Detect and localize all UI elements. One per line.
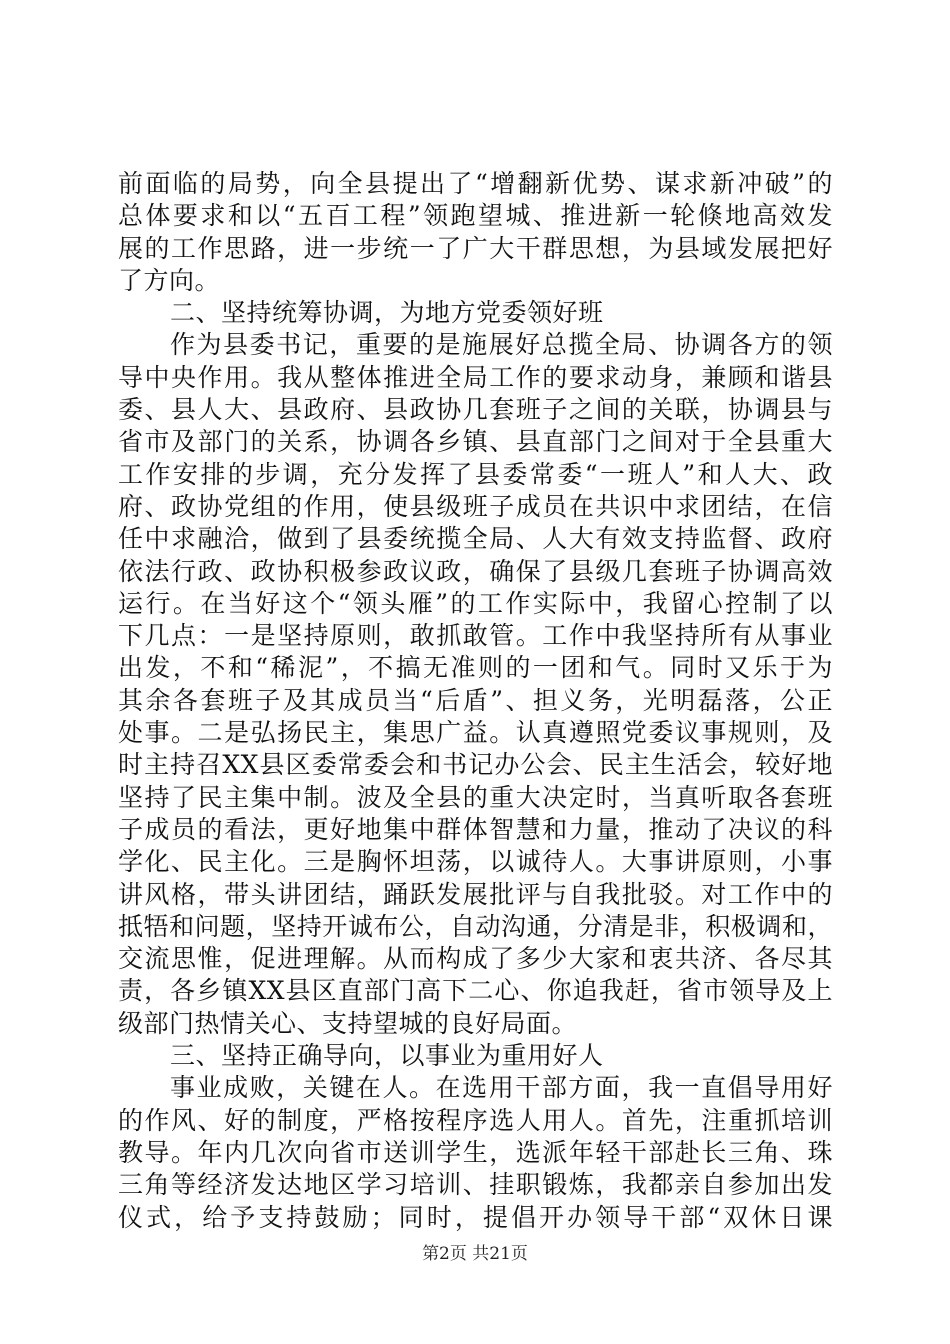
page-footer: 第2页 共21页 [422,1244,528,1264]
text-line: 处事。二是弘扬民主，集思广益。认真遵照党委议事规则，及 [118,718,833,748]
text-line: 省市及部门的关系，协调各乡镇、县直部门之间对于全县重大 [118,427,833,457]
text-line: 导中央作用。我从整体推进全局工作的要求动身，兼顾和谐县 [118,362,833,392]
text-line: 学化、民主化。三是胸怀坦荡，以诚待人。大事讲原则，小事 [118,847,833,877]
text-line: 出发，不和“稀泥”，不搞无准则的一团和气。同时又乐于为 [118,653,833,683]
text-line: 三角等经济发达地区学习培训、挂职锻炼，我都亲自参加出发 [118,1170,833,1200]
text-line: 总体要求和以“五百工程”领跑望城、推进新一轮倏地高效发 [118,201,833,231]
document-body [118,168,833,1234]
text-line: 其余各套班子及其成员当“后盾”、担义务，光明磊落，公正 [118,685,833,715]
text-line: 教导。年内几次向省市送训学生，选派年轻干部赴长三角、珠 [118,1137,833,1167]
text-line: 仪式，给予支持鼓励；同时，提倡开办领导干部“双休日课 [118,1202,833,1232]
text-line: 委、县人大、县政府、县政协几套班子之间的关联，协调县与 [118,395,833,425]
text-line: 作为县委书记，重要的是施展好总揽全局、协调各方的领 [170,330,833,360]
text-line: 坚持了民主集中制。波及全县的重大决定时，当真听取各套班 [118,782,833,812]
text-line: 责，各乡镇XX县区直部门高下二心、你追我赶，省市领导及上 [118,976,833,1006]
text-line: 依法行政、政协积极参政议政，确保了县级几套班子协调高效 [118,556,833,586]
text-line: 抵牾和问题，坚持开诚布公，自动沟通，分清是非，积极调和， [118,911,833,941]
text-line: 讲风格，带头讲团结，踊跃发展批评与自我批驳。对工作中的 [118,879,833,909]
text-line: 府、政协党组的作用，使县级班子成员在共识中求团结，在信 [118,491,833,521]
text-line: 运行。在当好这个“领头雁”的工作实际中，我留心控制了以 [118,588,833,618]
section-heading: 二、坚持统筹协调，为地方党委领好班 [170,298,604,328]
text-line: 的作风、好的制度，严格按程序选人用人。首先，注重抓培训 [118,1105,833,1135]
text-line: 工作安排的步调，充分发挥了县委常委“一班人”和人大、政 [118,459,833,489]
text-line: 任中求融洽，做到了县委统揽全局、人大有效支持监督、政府 [118,524,833,554]
text-line: 了方向。 [118,265,221,295]
text-line: 下几点：一是坚持原则，敢抓敢管。工作中我坚持所有从事业 [118,621,833,651]
text-line: 时主持召XX县区委常委会和书记办公会、民主生活会，较好地 [118,750,833,780]
text-line: 事业成败，关键在人。在选用干部方面，我一直倡导用好 [170,1073,833,1103]
text-line: 展的工作思路，进一步统一了广大干群思想，为县域发展把好 [118,233,833,263]
section-heading: 三、坚持正确导向，以事业为重用好人 [170,1041,604,1071]
text-line: 子成员的看法，更好地集中群体智慧和力量，推动了决议的科 [118,814,833,844]
text-line: 级部门热情关心、支持望城的良好局面。 [118,1008,578,1038]
text-line: 交流思惟，促进理解。从而构成了多少大家和衷共济、各尽其 [118,944,833,974]
text-line: 前面临的局势，向全县提出了“增翻新优势、谋求新冲破”的 [118,169,833,198]
